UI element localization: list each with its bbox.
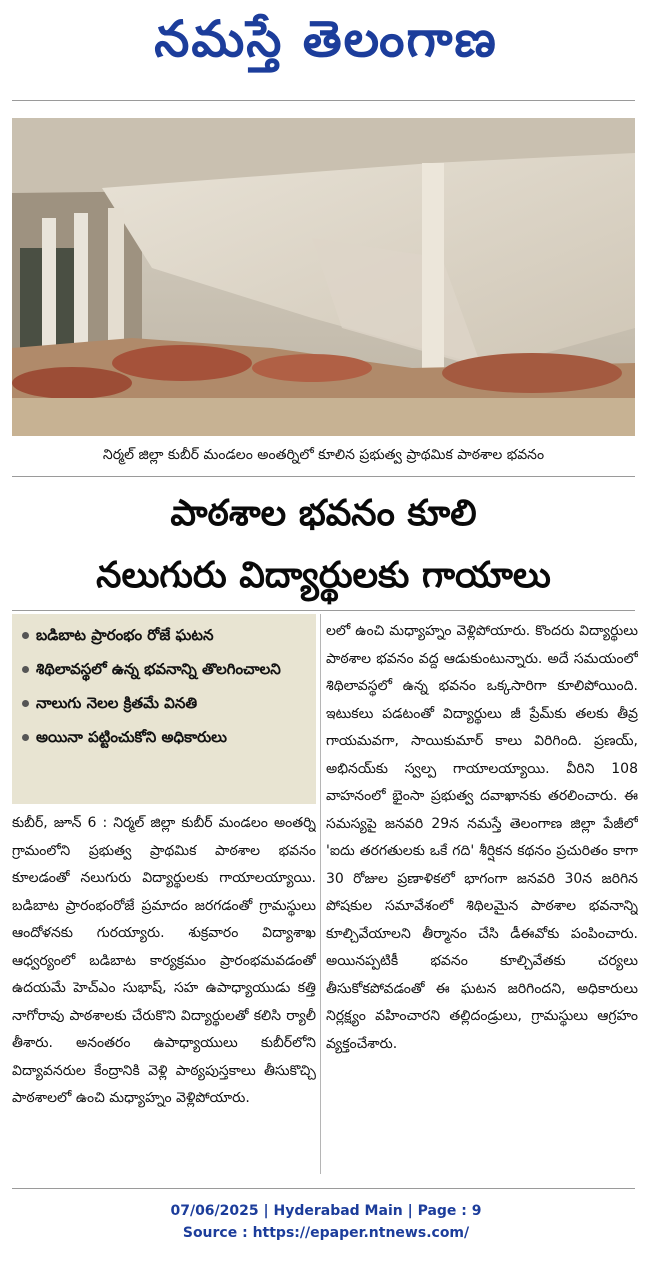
highlights-box — [12, 614, 316, 804]
footer-divider — [12, 1188, 635, 1189]
collapsed-school-photo — [12, 118, 635, 436]
article-column-1: కుబీర్, జూన్ 6 : నిర్మల్ జిల్లా కుబీర్ మండలం అంతర్ని గ్రామంలోని ప్రభుత్వ ప్రాథమిక పాఠశాల భవనం కూలడంతో నలుగురు విద్యార్థులకు గాయాలయ్యాయి. బడిబాట ప్రారంభంరోజే ప్రమాదం జరగడంతో గ్రామస్థులు ఆందోళనకు గురయ్యారు. శుక్రవారం విద్యాశాఖ ఆధ్వర్యంలో బడిబాట కార్యక్రమం ప్రారంభమవడంతో ఉదయమే హెచ్‌ఎం సుభాష్, సహ ఉపాధ్యాయుడు కత్తి నాగోరావు పాఠశాలకు చేరుకొని విద్యార్థులతో కలిసి ర్యాలీ తీశారు. అనంతరం ఉపాధ్యాయులు కుబీర్‌లోని విద్యావనరుల కేంద్రానికి వెళ్లి పాఠ్యపుస్తకాలు తీసుకొచ్చి పాఠశాలలో ఉంచి మధ్యాహ్నం వెళ్లిపోయారు. — [12, 815, 316, 1106]
photo-caption: నిర్మల్ జిల్లా కుబీర్ మండలం అంతర్నిలో కూలిన ప్రభుత్వ ప్రాథమిక పాఠశాల భవనం — [102, 447, 545, 463]
highlight-item: నాలుగు నెలల క్రితమే వినతి — [20, 690, 310, 716]
footer-source-link[interactable]: Source : https://epaper.ntnews.com/ — [182, 1225, 470, 1241]
footer-edition-info: 07/06/2025 | Hyderabad Main | Page : 9 — [170, 1203, 482, 1219]
article-column-2: లలో ఉంచి మధ్యాహ్నం వెళ్లిపోయారు. కొందరు విద్యార్థులు పాఠశాల భవనం వద్ద ఆడుకుంటున్నారు. అదే సమయంలో శిథిలావస్థలో ఉన్న భవనం ఒక్కసారిగా కూలిపోయింది. ఇటుకలు పడటంతో విద్యార్థులు జీ ప్రేమ్‌కు తలకు తీవ్ర గాయమవగా, సాయికుమార్ కాలు విరిగింది. ప్రణయ్, అభినయ్‌కు స్వల్ప గాయాలయ్యాయి. వీరిని 108 వాహనంలో భైంసా ప్రభుత్వ దవాఖానకు తరలించారు. ఈ సమస్యపై జనవరి 29న నమస్తే తెలంగాణ జిల్లా పేజీలో 'ఐదు తరగతులకు ఒకే గది' శీర్షికన కథనం ప్రచురితం కాగా 30 రోజుల ప్రణాళికలో భాగంగా జనవరి 30న జరిగిన పోషకుల సమావేశంలో శిథిలమైన పాఠశాల భవనాన్ని కూల్చివేయాలని తీర్మానం చేసి డీఈవోకు పంపించారు. అయినప్పటికీ భవనం కూల్చివేతకు చర్యలు తీసుకోకపోవడంతో ఈ ఘటన జరిగిందని, అధికారులు నిర్లక్ష్యం వహించారని తల్లిదండ్రులు, గ్రామస్థులు ఆగ్రహం వ్యక్తంచేశారు. — [326, 623, 638, 1052]
caption-divider — [12, 476, 635, 477]
highlight-item: అయినా పట్టించుకోని అధికారులు — [20, 724, 310, 750]
headline-line-1: పాఠశాల భవనం కూలి — [170, 493, 477, 534]
newspaper-masthead: నమస్తే తెలంగాణ — [154, 10, 498, 68]
highlight-item: బడిబాట ప్రారంభం రోజే ఘటన — [20, 622, 310, 648]
headline-divider — [12, 610, 635, 611]
masthead-divider — [12, 100, 635, 101]
column-divider — [320, 614, 321, 1174]
highlight-item: శిథిలావస్థలో ఉన్న భవనాన్ని తొలగించాలని — [20, 656, 310, 682]
headline-line-2: నలుగురు విద్యార్థులకు గాయాలు — [96, 555, 551, 596]
